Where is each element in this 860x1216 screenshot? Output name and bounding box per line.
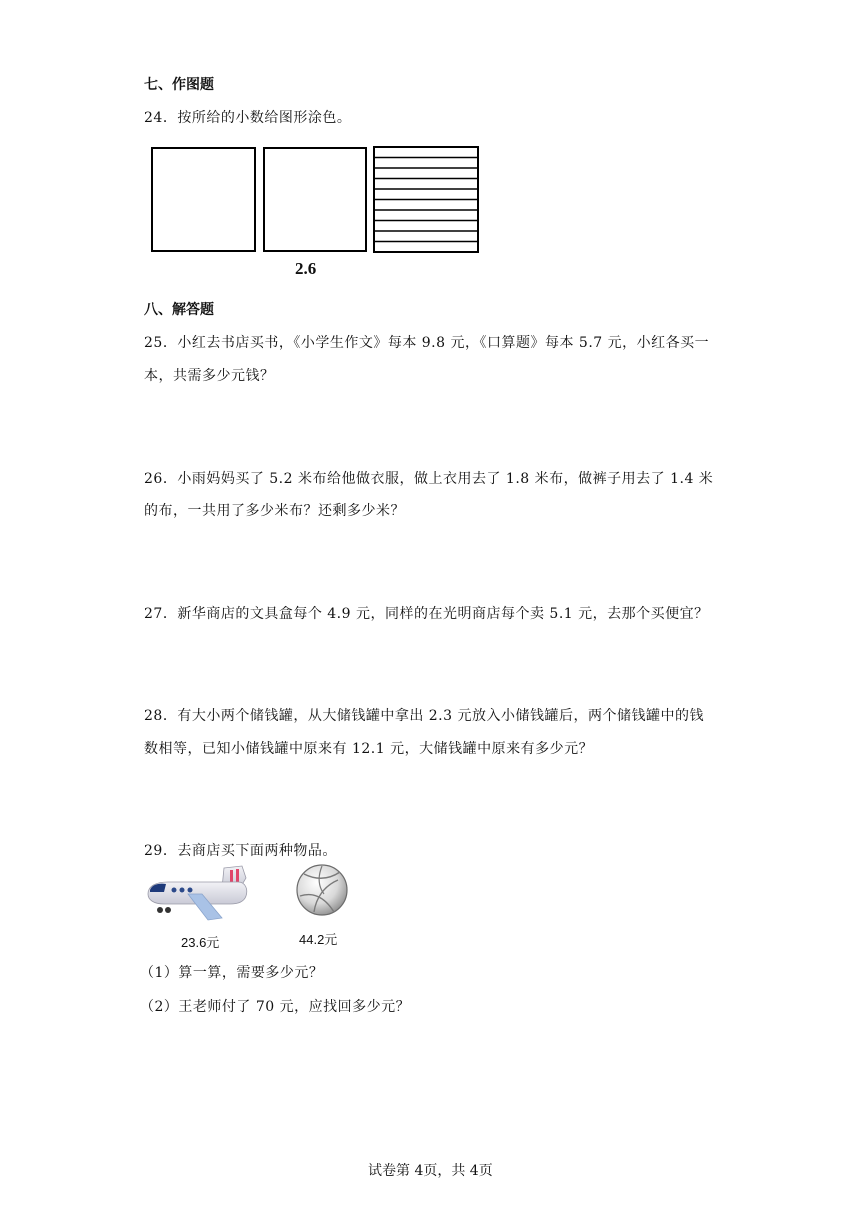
question-24: 24．按所给的小数给图形涂色。 — [144, 110, 352, 126]
striped-square — [373, 146, 479, 253]
figure-label: 2.6 — [295, 259, 317, 278]
section8-heading: 八、解答题 — [144, 302, 214, 318]
question-25-line2: 本，共需多少元钱？ — [144, 368, 275, 384]
airplane-icon — [142, 864, 252, 924]
section7-heading: 七、作图题 — [144, 77, 214, 93]
volleyball-icon — [294, 862, 350, 918]
airplane-price: 23.6元 — [181, 935, 220, 950]
question-28-line2: 数相等，已知小储钱罐中原来有 12.1 元，大储钱罐中原来有多少元？ — [144, 741, 594, 757]
question-29-sub1: （1）算一算，需要多少元？ — [140, 965, 324, 981]
question-26-line1: 26．小雨妈妈买了 5.2 米布给他做衣服，做上衣用去了 1.8 米布，做裤子用去了 1.4 米 — [144, 471, 714, 487]
volleyball-price: 44.2元 — [299, 932, 338, 947]
square-1 — [151, 147, 256, 252]
question-25-line1: 25．小红去书店买书，《小学生作文》每本 9.8 元，《口算题》每本 5.7 元，小红各买一 — [144, 335, 710, 351]
page-footer: 试卷第 4页，共 4页 — [368, 1163, 493, 1179]
question-28-line1: 28．有大小两个储钱罐，从大储钱罐中拿出 2.3 元放入小储钱罐后，两个储钱罐中的钱 — [144, 708, 704, 724]
question-26-line2: 的布，一共用了多少米布？还剩多少米？ — [144, 503, 405, 519]
question-29-sub2: （2）王老师付了 70 元，应找回多少元？ — [140, 999, 411, 1015]
question-27: 27．新华商店的文具盒每个 4.9 元，同样的在光明商店每个卖 5.1 元，去那个买便宜？ — [144, 606, 709, 622]
question-29: 29．去商店买下面两种物品。 — [144, 843, 337, 859]
square-2 — [263, 147, 367, 252]
